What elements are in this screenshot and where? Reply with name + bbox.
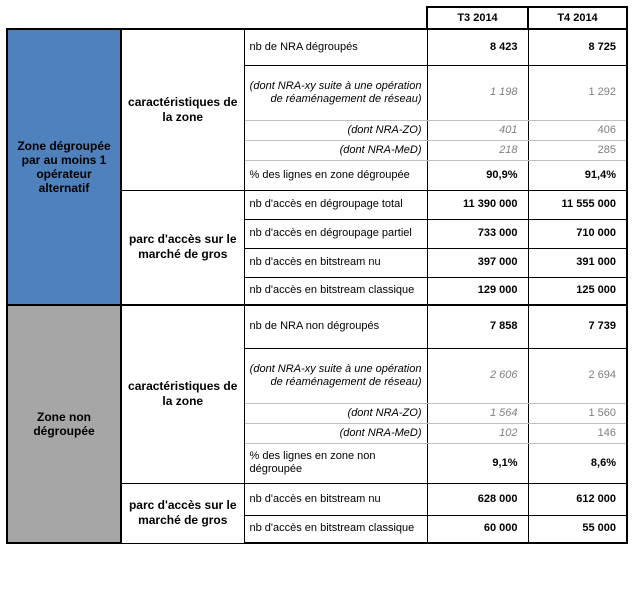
row-label: nb d'accès en dégroupage total (244, 190, 427, 219)
row-label: % des lignes en zone dégroupée (244, 160, 427, 190)
category-label: caractéristiques de la zone (121, 29, 244, 190)
category-label: parc d'accès sur le marché de gros (121, 190, 244, 305)
value-t4: 391 000 (528, 248, 627, 277)
row-label: (dont NRA-MeD) (244, 140, 427, 160)
row-label: nb d'accès en dégroupage partiel (244, 219, 427, 248)
row-label: nb d'accès en bitstream classique (244, 515, 427, 543)
value-t4: 146 (528, 423, 627, 443)
value-t4: 11 555 000 (528, 190, 627, 219)
column-header-t3: T3 2014 (427, 7, 528, 29)
value-t3: 7 858 (427, 305, 528, 348)
value-t3: 60 000 (427, 515, 528, 543)
value-t3: 733 000 (427, 219, 528, 248)
zone-label-non-degroupee: Zone non dégroupée (7, 305, 121, 543)
value-t3: 102 (427, 423, 528, 443)
value-t3: 11 390 000 (427, 190, 528, 219)
value-t3: 8 423 (427, 29, 528, 65)
value-t3: 1 564 (427, 403, 528, 423)
value-t4: 406 (528, 120, 627, 140)
row-label: nb de NRA dégroupés (244, 29, 427, 65)
row-label: nb d'accès en bitstream nu (244, 483, 427, 515)
value-t3: 397 000 (427, 248, 528, 277)
value-t4: 125 000 (528, 277, 627, 305)
column-header-t4: T4 2014 (528, 7, 627, 29)
value-t4: 8 725 (528, 29, 627, 65)
value-t4: 91,4% (528, 160, 627, 190)
value-t4: 285 (528, 140, 627, 160)
data-table (6, 6, 628, 544)
value-t3: 9,1% (427, 443, 528, 483)
row-label: nb d'accès en bitstream classique (244, 277, 427, 305)
value-t4: 7 739 (528, 305, 627, 348)
row-label: nb d'accès en bitstream nu (244, 248, 427, 277)
value-t4: 2 694 (528, 348, 627, 403)
row-label: (dont NRA-xy suite à une opération de réaménagement de réseau) (244, 65, 427, 120)
row-label: (dont NRA-MeD) (244, 423, 427, 443)
value-t4: 710 000 (528, 219, 627, 248)
row-label: nb de NRA non dégroupés (244, 305, 427, 348)
value-t3: 2 606 (427, 348, 528, 403)
value-t4: 8,6% (528, 443, 627, 483)
row-label: (dont NRA-xy suite à une opération de réaménagement de réseau) (244, 348, 427, 403)
value-t3: 401 (427, 120, 528, 140)
value-t3: 90,9% (427, 160, 528, 190)
value-t4: 1 292 (528, 65, 627, 120)
value-t3: 1 198 (427, 65, 528, 120)
value-t3: 218 (427, 140, 528, 160)
value-t3: 129 000 (427, 277, 528, 305)
value-t4: 1 560 (528, 403, 627, 423)
row-label: (dont NRA-ZO) (244, 403, 427, 423)
category-label: caractéristiques de la zone (121, 305, 244, 483)
zone-label-degroupee: Zone dégroupée par au moins 1 opérateur alternatif (7, 29, 121, 305)
value-t3: 628 000 (427, 483, 528, 515)
value-t4: 55 000 (528, 515, 627, 543)
row-label: % des lignes en zone non dégroupée (244, 443, 427, 483)
category-label: parc d'accès sur le marché de gros (121, 483, 244, 543)
value-t4: 612 000 (528, 483, 627, 515)
row-label: (dont NRA-ZO) (244, 120, 427, 140)
